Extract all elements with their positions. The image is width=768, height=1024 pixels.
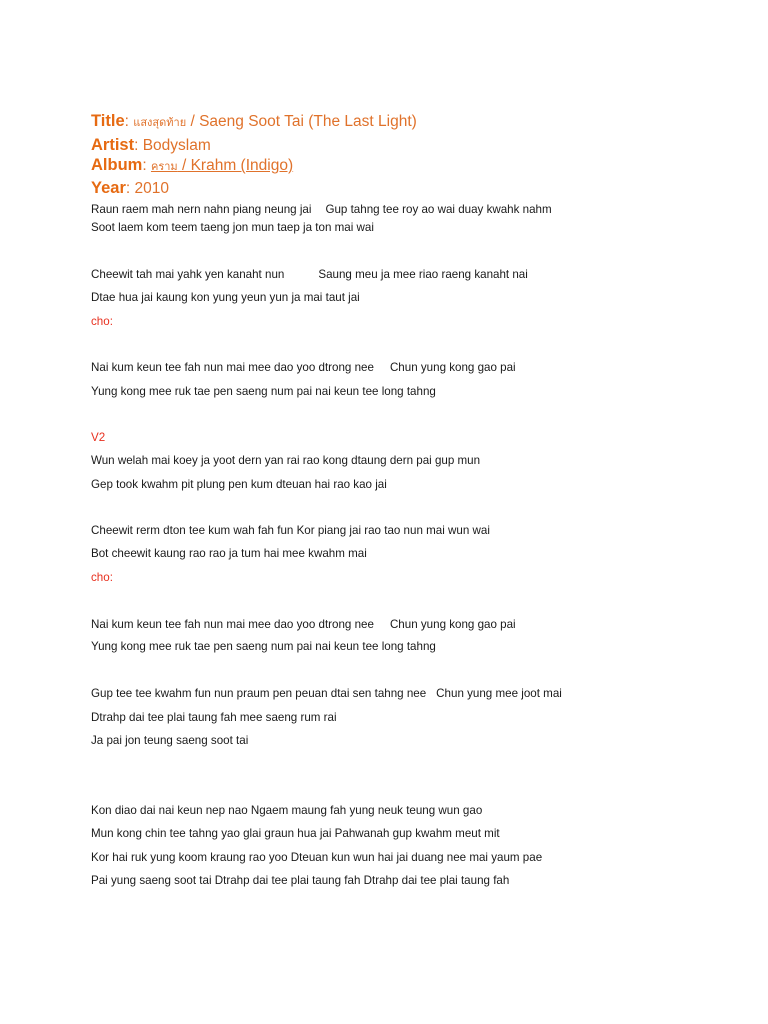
lyric-segment: Chun yung mee joot mai	[436, 687, 562, 700]
lyric-segment: Chun yung kong gao pai	[389, 618, 516, 631]
lyric-line	[91, 267, 528, 283]
lyric-line	[91, 617, 516, 633]
lyric-segment: Gup tahng tee roy ao wai duay kwahk nahm	[325, 203, 552, 216]
lyric-line: Dtae hua jai kaung kon yung yeun yun ja mai taut jai	[91, 291, 360, 304]
lyric-line: Mun kong chin tee tahng yao glai graun hua jai Pahwanah gup kwahm meut mit	[91, 827, 500, 840]
lyric-segment: Nai kum keun tee fah nun mai mee dao yoo dtrong nee	[91, 361, 374, 374]
lyric-line: Bot cheewit kaung rao rao ja tum hai mee kwahm mai	[91, 547, 367, 560]
lyric-line	[91, 686, 562, 702]
title-line: Title: แสงสุดท้าย / Saeng Soot Tai (The Last Light)	[91, 112, 417, 130]
lyric-segment: Gup tee tee kwahm fun nun praum pen peuan dtai sen tahng nee	[91, 687, 427, 700]
lyric-line	[91, 360, 516, 376]
lyric-segment: Saung meu ja mee riao raeng kanaht nai	[318, 268, 528, 281]
lyric-line: Cheewit rerm dton tee kum wah fah fun Kor piang jai rao tao nun mai wun wai	[91, 524, 490, 537]
artist-key: Artist	[91, 136, 135, 154]
album-value-link[interactable]: / Krahm (Indigo)	[177, 157, 294, 174]
lyric-line: Yung kong mee ruk tae pen saeng num pai nai keun tee long tahng	[91, 640, 436, 653]
album-key: Album	[91, 156, 143, 174]
lyric-segment: Nai kum keun tee fah nun mai mee dao yoo dtrong nee	[91, 618, 374, 631]
year-line: Year: 2010	[91, 179, 169, 197]
lyric-line: Soot laem kom teem taeng jon mun taep ja ton mai wai	[91, 221, 374, 234]
lyric-line: Kon diao dai nai keun nep nao Ngaem maung fah yung neuk teung wun gao	[91, 804, 483, 817]
title-value: / Saeng Soot Tai (The Last Light)	[186, 113, 417, 130]
lyric-line: Yung kong mee ruk tae pen saeng num pai nai keun tee long tahng	[91, 385, 436, 398]
lyric-line: Wun welah mai koey ja yoot dern yan rai rao kong dtaung dern pai gup mun	[91, 454, 481, 467]
title-key: Title	[91, 112, 125, 130]
chorus-marker: cho:	[91, 571, 113, 584]
album-line: Album: คราม / Krahm (Indigo)	[91, 156, 294, 174]
verse-marker: V2	[91, 431, 106, 444]
artist-value: Bodyslam	[142, 137, 211, 154]
lyric-segment: Cheewit tah mai yahk yen kanaht nun	[91, 268, 285, 281]
chorus-marker: cho:	[91, 315, 113, 328]
lyric-line: Dtrahp dai tee plai taung fah mee saeng rum rai	[91, 711, 337, 724]
year-key: Year	[91, 179, 126, 197]
title-thai: แสงสุดท้าย	[133, 117, 187, 129]
lyric-segment: Raun raem mah nern nahn piang neung jai	[91, 203, 312, 216]
album-thai-link[interactable]: คราม	[150, 161, 178, 173]
artist-line: Artist: Bodyslam	[91, 136, 211, 154]
lyric-line	[91, 202, 552, 218]
year-value: 2010	[134, 180, 169, 197]
lyric-segment: Chun yung kong gao pai	[389, 361, 516, 374]
lyric-line: Pai yung saeng soot tai Dtrahp dai tee plai taung fah Dtrahp dai tee plai taung fah	[91, 874, 510, 887]
lyric-line: Kor hai ruk yung koom kraung rao yoo Dteuan kun wun hai jai duang nee mai yaum pae	[91, 851, 543, 864]
lyric-line: Gep took kwahm pit plung pen kum dteuan hai rao kao jai	[91, 478, 387, 491]
lyric-line: Ja pai jon teung saeng soot tai	[91, 734, 249, 747]
